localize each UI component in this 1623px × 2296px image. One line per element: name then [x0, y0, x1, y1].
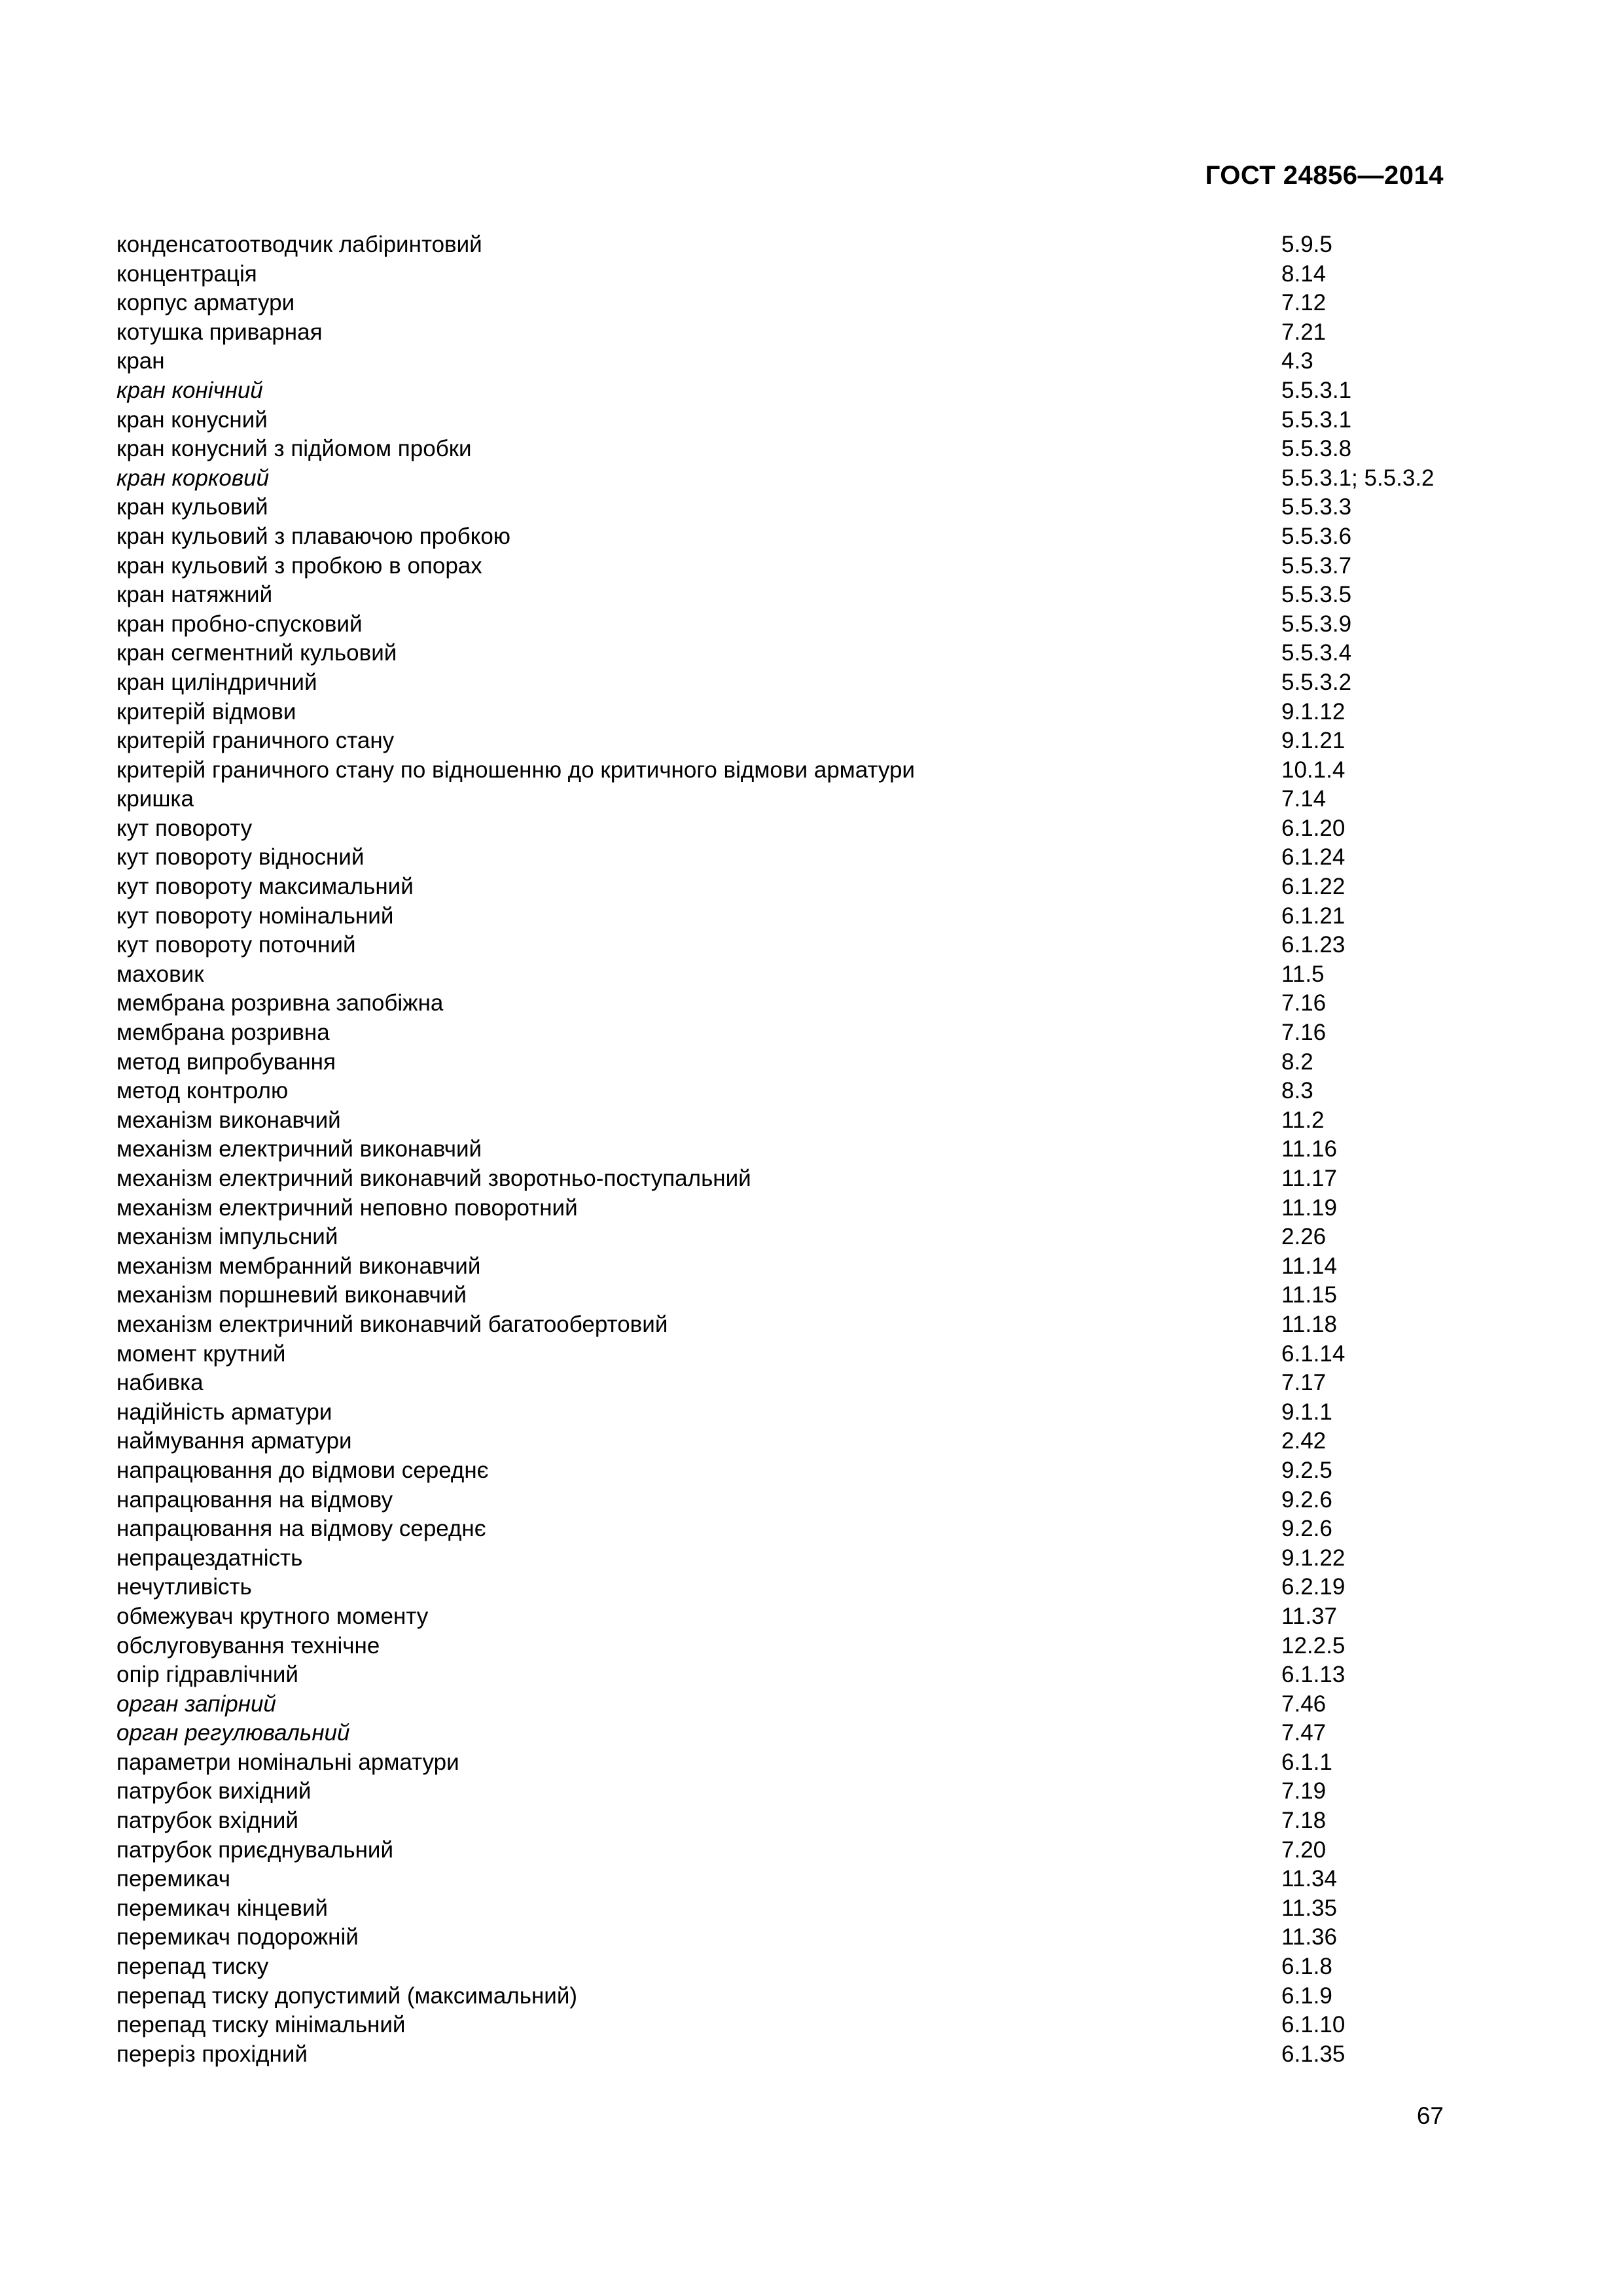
index-entry: [116, 260, 1452, 289]
index-reference: 6.1.20: [1281, 815, 1346, 841]
index-reference: 5.5.3.5: [1281, 582, 1352, 608]
index-term: набивка: [116, 1370, 204, 1396]
index-entry: [116, 376, 1452, 406]
index-term: напрацювання на відмову середнє: [116, 1516, 486, 1542]
index-reference: 7.47: [1281, 1720, 1327, 1746]
index-term: непрацездатність: [116, 1545, 303, 1571]
index-term: патрубок приєднувальний: [116, 1837, 394, 1863]
index-term: механізм електричний виконавчий багатообертовий: [116, 1311, 668, 1337]
index-entry: [116, 1777, 1452, 1806]
index-term: кут повороту номінальний: [116, 903, 394, 929]
index-reference: 7.12: [1281, 290, 1327, 316]
index-term: обслуговування технічне: [116, 1632, 380, 1659]
index-reference: 11.14: [1281, 1253, 1337, 1279]
index-reference: 5.5.3.1: [1281, 377, 1352, 403]
index-reference: 2.42: [1281, 1428, 1327, 1454]
index-reference: 11.35: [1281, 1895, 1337, 1921]
index-entry: [116, 1982, 1452, 2011]
index-term: критерій відмови: [116, 698, 296, 725]
index-reference: 7.46: [1281, 1691, 1327, 1717]
index-reference: 9.2.6: [1281, 1486, 1332, 1513]
index-reference: 5.5.3.3: [1281, 494, 1352, 520]
index-reference: 2.26: [1281, 1224, 1327, 1250]
index-term: момент крутний: [116, 1340, 286, 1367]
index-term: кран корковий: [116, 465, 270, 491]
index-entry: [116, 1106, 1452, 1136]
index-entry: [116, 552, 1452, 581]
index-entry: [116, 1486, 1452, 1515]
index-entry: [116, 1018, 1452, 1048]
index-entry: [116, 1894, 1452, 1924]
index-reference: 7.18: [1281, 1808, 1327, 1834]
index-entry: [116, 347, 1452, 376]
index-reference: 6.1.21: [1281, 903, 1346, 929]
index-reference: 6.2.19: [1281, 1574, 1346, 1600]
index-entry: [116, 318, 1452, 348]
index-reference: 7.16: [1281, 1020, 1327, 1046]
index-entry: [116, 1836, 1452, 1865]
index-reference: 11.15: [1281, 1282, 1337, 1308]
index-entry: [116, 872, 1452, 902]
index-entry: [116, 1748, 1452, 1778]
index-entry: [116, 1719, 1452, 1748]
index-term: кран натяжний: [116, 582, 273, 608]
index-term: механізм електричний неповно поворотний: [116, 1194, 578, 1221]
index-term: напрацювання до відмови середнє: [116, 1457, 489, 1483]
index-reference: 7.21: [1281, 319, 1327, 345]
index-reference: 6.1.9: [1281, 1982, 1332, 2009]
index-reference: 6.1.35: [1281, 2041, 1346, 2067]
index-term: патрубок вихідний: [116, 1778, 312, 1804]
index-term: конденсатоотводчик лабіринтовий: [116, 232, 482, 257]
index-reference: 4.3: [1281, 348, 1313, 374]
index-reference: 7.20: [1281, 1837, 1327, 1863]
index-reference: 7.14: [1281, 786, 1327, 812]
index-term: кран конічний: [116, 377, 263, 403]
index-reference: 8.14: [1281, 260, 1327, 287]
index-term: кут повороту максимальний: [116, 874, 414, 900]
index-entry: [116, 1865, 1452, 1894]
index-term: перемикач: [116, 1866, 230, 1892]
index-term: кран кульовий з пробкою в опорах: [116, 552, 482, 579]
index-reference: 7.17: [1281, 1370, 1327, 1396]
index-entry: [116, 989, 1452, 1018]
index-entry: [116, 814, 1452, 844]
index-reference: 5.5.3.7: [1281, 552, 1352, 579]
index-entry: [116, 610, 1452, 639]
index-term: кран конусний: [116, 406, 268, 433]
index-reference: 5.9.5: [1281, 232, 1332, 257]
index-reference: 5.5.3.8: [1281, 436, 1352, 462]
index-reference: 9.1.21: [1281, 728, 1346, 754]
index-reference: 11.36: [1281, 1924, 1337, 1950]
index-reference: 5.5.3.1; 5.5.3.2: [1281, 465, 1435, 491]
index-reference: 11.2: [1281, 1107, 1325, 1133]
index-term: опір гідравлічний: [116, 1662, 298, 1688]
index-entry: [116, 1310, 1452, 1340]
index-entry: [116, 1923, 1452, 1952]
index-reference: 11.16: [1281, 1136, 1337, 1162]
index-entry: [116, 1806, 1452, 1836]
index-entry: [116, 931, 1452, 960]
index-reference: 9.1.1: [1281, 1399, 1332, 1425]
index-reference: 8.2: [1281, 1049, 1313, 1075]
index-reference: 5.5.3.4: [1281, 640, 1352, 666]
index-term: кран конусний з підйомом пробки: [116, 436, 472, 462]
index-entry: [116, 1281, 1452, 1310]
index-term: механізм електричний виконавчий зворотньо-поступальний: [116, 1166, 751, 1191]
index-term: перемикач кінцевий: [116, 1895, 328, 1921]
index-reference: 9.1.12: [1281, 698, 1346, 725]
page-number: 67: [1416, 2102, 1444, 2129]
index-term: перепад тиску мінімальний: [116, 2012, 406, 2038]
index-term: механізм імпульсний: [116, 1224, 338, 1250]
index-term: кут повороту відносний: [116, 844, 365, 870]
index-term: метод контролю: [116, 1078, 289, 1104]
index-entry: [116, 785, 1452, 814]
index-reference: 8.3: [1281, 1078, 1313, 1104]
index-term: кран кульовий з плаваючою пробкою: [116, 523, 511, 549]
index-term: кран: [116, 348, 165, 374]
index-term: критерій граничного стану: [116, 728, 395, 754]
index-reference: 10.1.4: [1281, 757, 1346, 783]
index-entry: [116, 1602, 1452, 1632]
index-term: механізм виконавчий: [116, 1107, 341, 1133]
index-reference: 11.34: [1281, 1866, 1337, 1892]
index-term: орган запірний: [116, 1691, 276, 1717]
index-reference: 6.1.13: [1281, 1662, 1346, 1688]
index-term: перепад тиску допустимий (максимальний): [116, 1982, 578, 2009]
index-term: механізм електричний виконавчий: [116, 1136, 482, 1162]
index-entry: [116, 581, 1452, 610]
index-entry: [116, 1252, 1452, 1282]
index-entry: [116, 1544, 1452, 1573]
index-reference: 5.5.3.6: [1281, 523, 1352, 549]
index-term: кран сегментний кульовий: [116, 640, 397, 666]
index-entry: [116, 464, 1452, 493]
index-reference: 6.1.23: [1281, 932, 1346, 958]
index-reference: 6.1.22: [1281, 874, 1346, 900]
index-term: перепад тиску: [116, 1954, 269, 1980]
index-entry: [116, 1369, 1452, 1398]
index-reference: 6.1.10: [1281, 2012, 1346, 2038]
index-entry: [116, 1515, 1452, 1544]
index-entry: [116, 668, 1452, 698]
index-entry: [116, 522, 1452, 552]
index-entry: [116, 639, 1452, 668]
index-entry: [116, 1952, 1452, 1982]
index-term: обмежувач крутного моменту: [116, 1603, 429, 1629]
index-term: кран кульовий: [116, 494, 268, 520]
index-reference: 5.5.3.9: [1281, 611, 1352, 637]
index-term: орган регулювальний: [116, 1720, 350, 1746]
index-term: маховик: [116, 961, 204, 987]
index-entry: [116, 1398, 1452, 1427]
index-entry: [116, 1573, 1452, 1602]
index-term: концентрація: [116, 260, 257, 287]
index-entry: [116, 1632, 1452, 1661]
index-reference: 7.19: [1281, 1778, 1327, 1804]
index-entry: [116, 1194, 1452, 1223]
index-term: патрубок вхідний: [116, 1808, 298, 1834]
index-entry: [116, 1340, 1452, 1369]
index-term: кран циліндричний: [116, 669, 317, 695]
index-entry: [116, 843, 1452, 872]
index-term: надійність арматури: [116, 1399, 332, 1425]
index-reference: 5.5.3.1: [1281, 406, 1352, 433]
index-entry: [116, 1135, 1452, 1164]
index-reference: 6.1.14: [1281, 1340, 1346, 1367]
index-reference: 9.2.6: [1281, 1516, 1332, 1542]
index-entry: [116, 435, 1452, 464]
index-reference: 6.1.1: [1281, 1749, 1332, 1775]
index-reference: 7.16: [1281, 990, 1327, 1016]
index-term: критерій граничного стану по відношенню до критичного відмови арматури: [116, 757, 915, 783]
index-term: корпус арматури: [116, 290, 295, 316]
index-entry: [116, 1427, 1452, 1456]
index-term: механізм мембранний виконавчий: [116, 1253, 481, 1279]
document-standard-header: ГОСТ 24856—2014: [1205, 161, 1444, 190]
index-reference: 5.5.3.2: [1281, 669, 1352, 695]
index-reference: 6.1.24: [1281, 844, 1346, 870]
index-entry: [116, 1077, 1452, 1106]
index-reference: 11.5: [1281, 961, 1325, 987]
index-entry: [116, 1660, 1452, 1690]
index-reference: 9.2.5: [1281, 1457, 1332, 1483]
index-entry: [116, 1048, 1452, 1077]
index-entry: [116, 1690, 1452, 1719]
index-entry: [116, 756, 1452, 785]
index-term: котушка приварная: [116, 319, 323, 345]
index-term: кут повороту: [116, 815, 253, 841]
index-term: кут повороту поточний: [116, 932, 356, 958]
index-reference: 9.1.22: [1281, 1545, 1346, 1571]
index-reference: 11.17: [1281, 1166, 1337, 1191]
index-term: наймування арматури: [116, 1428, 352, 1454]
index-entry: [116, 2040, 1452, 2070]
index-entry: [116, 726, 1452, 756]
index-entry: [116, 1164, 1452, 1194]
index-term: перемикач подорожній: [116, 1924, 359, 1950]
term-index-list: [116, 230, 1452, 2069]
index-term: мембрана розривна: [116, 1020, 330, 1046]
index-entry: [116, 230, 1452, 260]
index-term: мембрана розривна запобіжна: [116, 990, 444, 1016]
index-term: кришка: [116, 786, 194, 812]
index-entry: [116, 2011, 1452, 2040]
index-entry: [116, 493, 1452, 522]
index-reference: 6.1.8: [1281, 1954, 1332, 1980]
index-term: напрацювання на відмову: [116, 1486, 393, 1513]
index-term: метод випробування: [116, 1049, 336, 1075]
index-reference: 11.19: [1281, 1194, 1337, 1221]
index-entry: [116, 960, 1452, 990]
index-term: параметри номінальні арматури: [116, 1749, 459, 1775]
index-entry: [116, 902, 1452, 931]
index-entry: [116, 1456, 1452, 1486]
index-entry: [116, 1223, 1452, 1252]
index-entry: [116, 289, 1452, 318]
index-entry: [116, 406, 1452, 435]
index-term: кран пробно-спусковий: [116, 611, 363, 637]
index-entry: [116, 698, 1452, 727]
index-term: нечутливість: [116, 1574, 252, 1600]
index-reference: 11.37: [1281, 1603, 1337, 1629]
index-term: переріз прохідний: [116, 2041, 308, 2067]
index-reference: 12.2.5: [1281, 1632, 1346, 1659]
index-term: механізм поршневий виконавчий: [116, 1282, 467, 1308]
index-reference: 11.18: [1281, 1311, 1337, 1337]
